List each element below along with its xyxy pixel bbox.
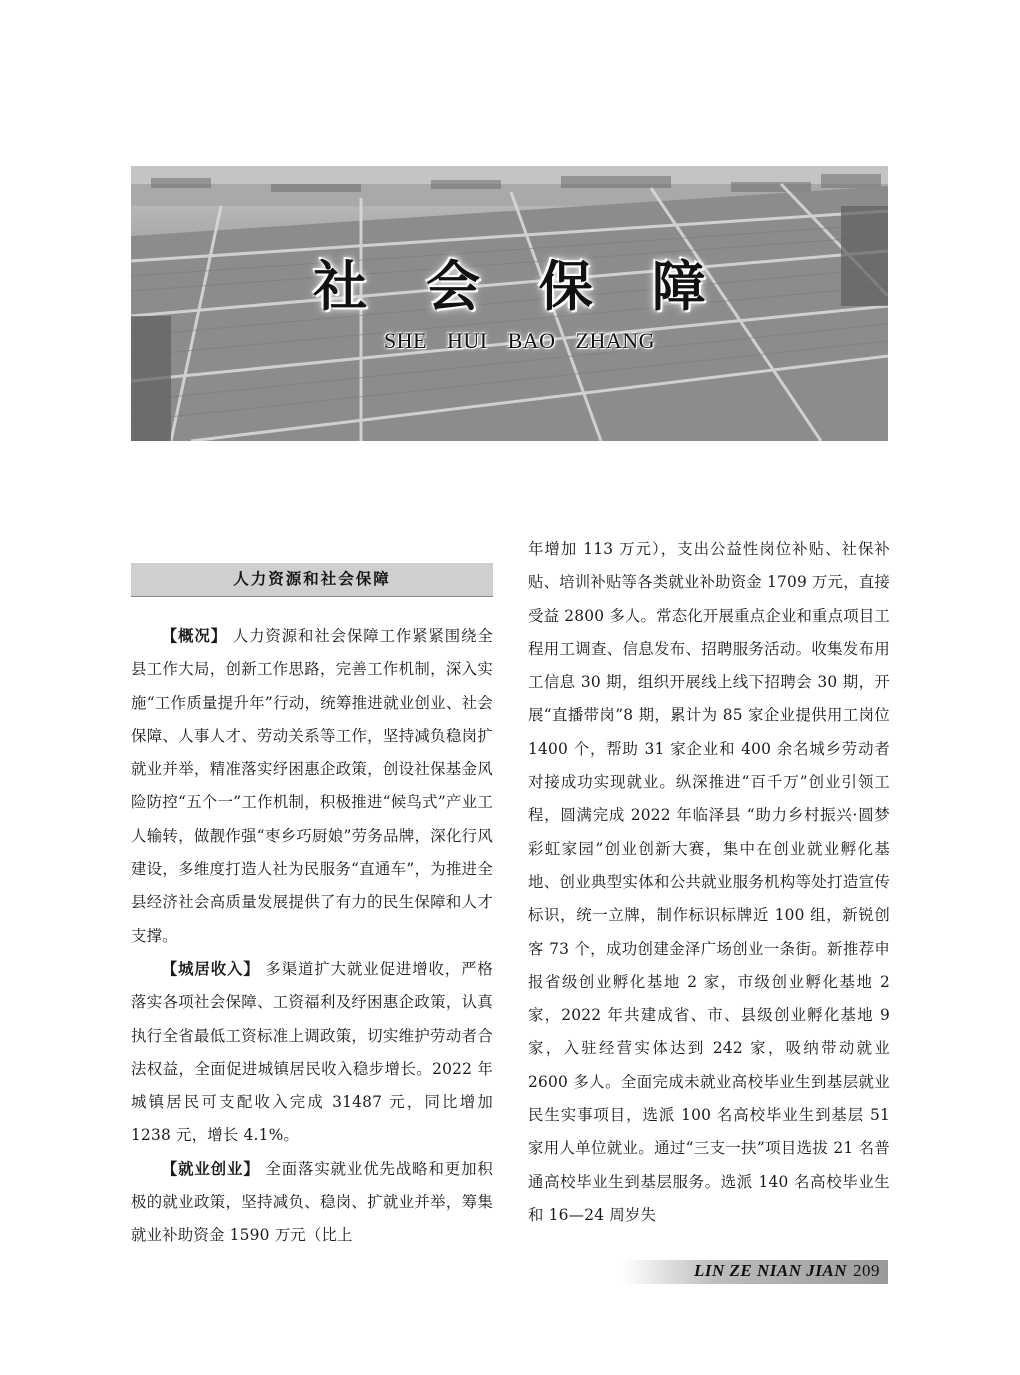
right-column xyxy=(528,533,890,1232)
page-number: 209 xyxy=(853,1261,880,1280)
paragraph-overview xyxy=(131,620,493,953)
overview-tag: 【概况】 xyxy=(161,627,228,645)
employment-text: 全面落实就业优先战略和更加积极的就业政策，坚持减负、稳岗、扩就业并举，筹集就业补助资金 1590 万元（比上 xyxy=(131,1159,493,1245)
chapter-subtitle: SHE HUI BAO ZHANG xyxy=(383,328,656,353)
chapter-banner xyxy=(131,166,888,441)
paragraph-employment xyxy=(131,1153,493,1253)
chapter-title: 社 会 保 障 xyxy=(313,255,726,318)
employment-tag: 【就业创业】 xyxy=(161,1159,260,1178)
urban-income-text: 多渠道扩大就业促进增收，严格落实各项社会保障、工资福利及纾困惠企政策，认真执行全省最低工资标准上调政策，切实维护劳动者合法权益，全面促进城镇居民收入稳步增长。2022 年城镇居民可支配收入完成 31487 元，同比增加 1238 元，增长 4.1%。 xyxy=(131,959,493,1145)
paragraph-urban-income xyxy=(131,953,493,1153)
running-title: LIN ZE NIAN JIAN xyxy=(694,1261,847,1280)
left-column xyxy=(131,620,493,1253)
right-column-text: 年增加 113 万元），支出公益性岗位补贴、社保补贴、培训补贴等各类就业补助资金 1709 万元，直接受益 2800 多人。常态化开展重点企业和重点项目工程用工调查、信息发布、招聘服务活动。收集发布用工信息 30 期，组织开展线上线下招聘会 30 期，开展“直播带岗”8 期，累计为 85 家企业提供用工岗位 1400 个，帮助 31 家企业和 400 余名城乡劳动者对接成功实现就业。纵深推进“百千万”创业引领工程，圆满完成 2022 年临泽县 “助力乡村振兴·圆梦彩虹家园”创业创新大赛，集中在创业就业孵化基地、创业典型实体和公共就业服务机构等处打造宣传标识，统一立牌，制作标识标牌近 100 组，新锐创客 73 个，成功创建金泽广场创业一条街。新推荐申报省级创业孵化基地 2 家，市级创业孵化基地 2 家，2022 年共建成省、市、县级创业孵化基地 9 家，入驻经营实体达到 242 家，吸纳带动就业 2600 多人。全面完成未就业高校毕业生到基层就业民生实事项目，选派 100 名高校毕业生到基层 51 家用人单位就业。通过“三支一扶”项目选拔 21 名普通高校毕业生到基层服务。选派 140 名高校毕业生和 16—24 周岁失 xyxy=(528,540,890,1224)
overview-text: 人力资源和社会保障工作紧紧围绕全县工作大局，创新工作思路，完善工作机制，深入实施“工作质量提升年”行动，统筹推进就业创业、社会保障、人事人才、劳动关系等工作，坚持减负稳岗扩就业并举，精准落实纾困惠企政策，创设社保基金风险防控“五个一”工作机制，积极推进“候鸟式”产业工人输转，做靓作强“枣乡巧厨娘”劳务品牌，深化行风建设，多维度打造人社为民服务“直通车”，为推进全县经济社会高质量发展提供了有力的民生保障和人才支撑。 xyxy=(131,627,493,945)
urban-income-tag: 【城居收入】 xyxy=(161,959,260,978)
section-heading: 人力资源和社会保障 xyxy=(131,563,493,597)
page-footer xyxy=(622,1258,888,1286)
footer-label xyxy=(694,1261,880,1281)
